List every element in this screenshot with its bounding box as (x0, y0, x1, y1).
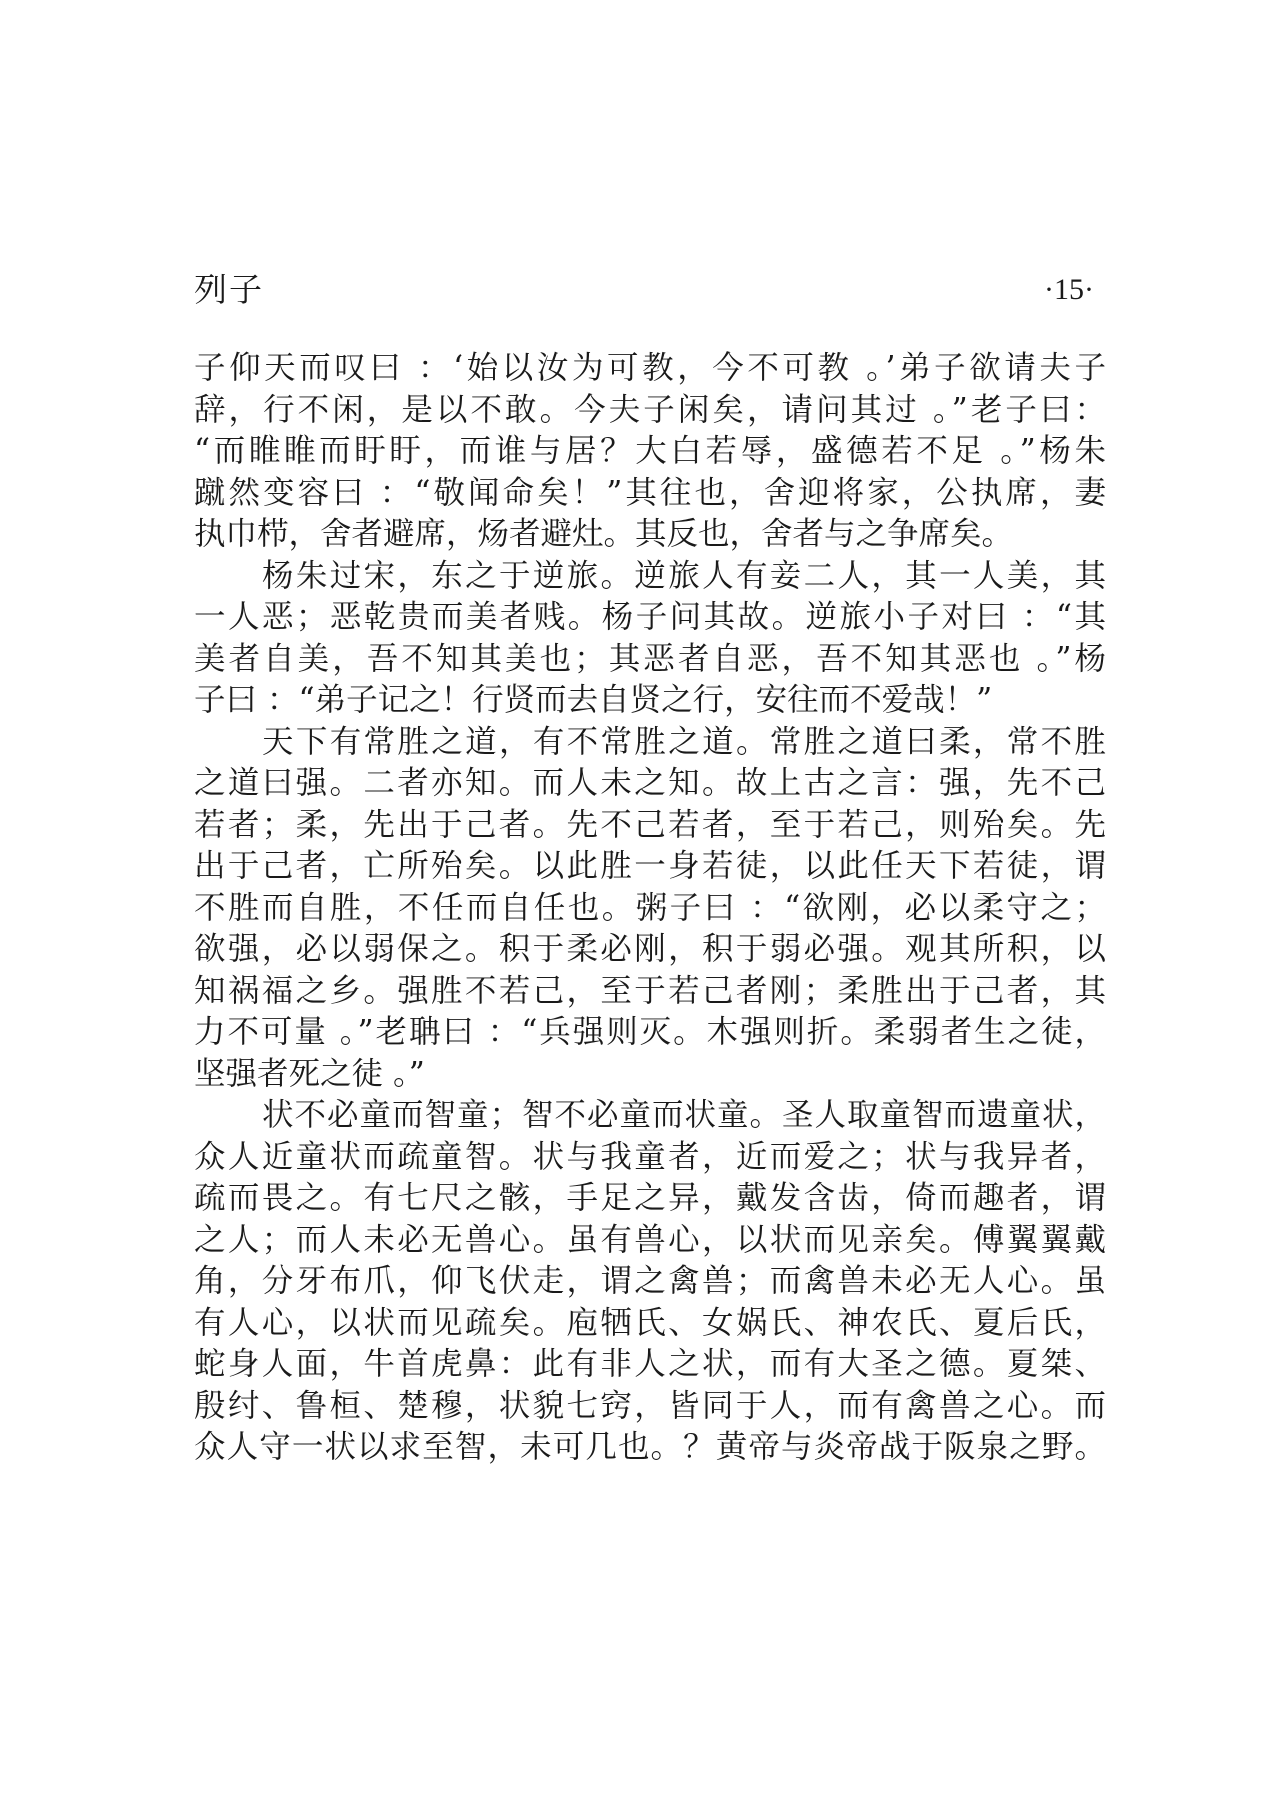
text-line: 疏而畏之。有七尺之骸，手足之异，戴发含齿，倚而趣者，谓 (194, 1180, 1106, 1216)
text-line: 有人心，以状而见疏矣。庖牺氏、女娲氏、神农氏、夏后氏， (194, 1304, 1106, 1341)
text-line: 欲强，必以弱保之。积于柔必刚，积于弱必强。观其所积，以 (194, 931, 1106, 967)
text-line: 众人近童状而疏童智。状与我童者，近而爱之；状与我异者， (194, 1138, 1106, 1175)
text-line: 角，分牙布爪，仰飞伏走，谓之禽兽；而禽兽未必无人心。虽 (194, 1263, 1106, 1299)
text-line: 天下有常胜之道，有不常胜之道。常胜之道曰柔，常不胜 (262, 723, 1106, 760)
text-line: 之人；而人未必无兽心。虽有兽心，以状而见亲矣。傅翼翼戴 (194, 1221, 1106, 1258)
text-line: 力不可量 。”老聃曰 ：“兵强则灭。木强则折。柔弱者生之徒， (194, 1014, 1106, 1050)
text-line: 众人守一状以求至智，未可几也。？黄帝与炎帝战于阪泉之野。 (194, 1429, 1106, 1465)
text-line: 辞，行不闲，是以不敢。今夫子闲矣，请问其过 。”老子曰： (194, 391, 1106, 428)
text-line: 知祸福之乡。强胜不若己，至于若己者刚；柔胜出于己者，其 (194, 972, 1106, 1009)
text-line: 美者自美，吾不知其美也；其恶者自恶，吾不知其恶也 。”杨 (194, 640, 1106, 677)
text-line: “而睢睢而盱盱，而谁与居？大白若辱，盛德若不足 。”杨朱 (194, 433, 1106, 469)
text-line: 蹴然变容曰 ：“敬闻命矣！”其往也，舍迎将家，公执席，妻 (194, 474, 1106, 511)
running-header (194, 268, 1094, 318)
book-title: 列子 (194, 270, 264, 309)
text-line: 杨朱过宋，东之于逆旅。逆旅人有妾二人，其一人美，其 (262, 557, 1106, 594)
text-line: 执巾栉，舍者避席，炀者避灶。其反也，舍者与之争席矣。 (194, 516, 1014, 552)
text-line: 若者；柔，先出于己者。先不己若者，至于若己，则殆矣。先 (194, 806, 1106, 843)
text-line: 状不必童而智童；智不必童而状童。圣人取童智而遗童状， (262, 1097, 1106, 1133)
text-line: 坚强者死之徒 。” (194, 1055, 425, 1092)
text-line: 不胜而自胜，不任而自任也。粥子曰 ：“欲刚，必以柔守之； (194, 889, 1106, 926)
text-line: 殷纣、鲁桓、楚穆，状貌七窍，皆同于人，而有禽兽之心。而 (194, 1387, 1106, 1424)
text-line: 之道曰强。二者亦知。而人未之知。故上古之言：强，先不己 (194, 765, 1106, 801)
text-line: 子仰天而叹曰 ：‘始以汝为可教，今不可教 。’弟子欲请夫子 (194, 350, 1106, 386)
body-text (194, 348, 1106, 1469)
text-line: 蛇身人面，牛首虎鼻：此有非人之状，而有大圣之德。夏桀、 (194, 1346, 1106, 1382)
page-number: ·15· (1044, 273, 1094, 306)
text-line: 一人恶；恶乾贵而美者贱。杨子问其故。逆旅小子对曰 ：“其 (194, 599, 1106, 635)
text-line: 子曰 ：“弟子记之！行贤而去自贤之行，安往而不爱哉！” (194, 682, 993, 718)
text-line: 出于己者，亡所殆矣。以此胜一身若徒，以此任天下若徒，谓 (194, 848, 1106, 884)
